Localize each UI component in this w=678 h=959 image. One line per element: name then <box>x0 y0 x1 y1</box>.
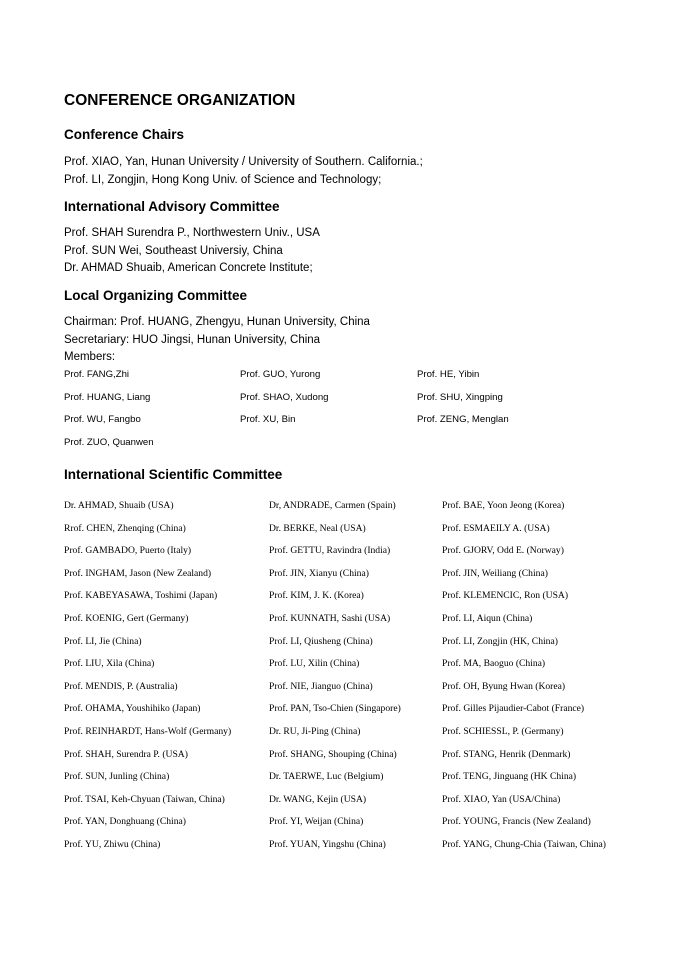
scientific-member: Prof. KUNNATH, Sashi (USA) <box>269 613 391 624</box>
local-member: Prof. HUANG, Liang <box>64 392 151 403</box>
scientific-member: Prof. YU, Zhiwu (China) <box>64 839 161 850</box>
local-secretary: Secretariary: HUO Jingsi, Hunan University, China <box>64 333 321 346</box>
page-title: CONFERENCE ORGANIZATION <box>64 92 296 109</box>
chairs-list <box>64 154 423 189</box>
scientific-member: Prof. STANG, Henrik (Denmark) <box>442 749 571 760</box>
scientific-member: Dr. WANG, Kejin (USA) <box>269 794 367 805</box>
scientific-member: Prof. JIN, Xianyu (China) <box>269 568 369 579</box>
local-member: Prof. WU, Fangbo <box>64 414 141 425</box>
local-member: Prof. GUO, Yurong <box>240 369 321 380</box>
chair-line: Prof. LI, Zongjin, Hong Kong Univ. of Science and Technology; <box>64 173 382 186</box>
scientific-member: Prof. GJORV, Odd E. (Norway) <box>442 545 564 556</box>
local-chairman: Chairman: Prof. HUANG, Zhengyu, Hunan University, China <box>64 316 370 328</box>
scientific-member: Prof. SHAH, Surendra P. (USA) <box>64 749 188 760</box>
local-members-label: Members: <box>64 351 116 363</box>
advisory-line: Dr. AHMAD Shuaib, American Concrete Institute; <box>64 262 313 274</box>
scientific-member: Prof. Gilles Pijaudier-Cabot (France) <box>442 703 585 714</box>
scientific-member: Prof. KIM, J. K. (Korea) <box>269 590 364 601</box>
scientific-member: Prof. PAN, Tso-Chien (Singapore) <box>269 703 401 714</box>
chair-line: Prof. XIAO, Yan, Hunan University / University of Southern. California.; <box>64 156 423 168</box>
scientific-member: Prof. REINHARDT, Hans-Wolf (Germany) <box>64 726 232 737</box>
section-heading-chairs: Conference Chairs <box>64 127 185 142</box>
scientific-member: Dr, ANDRADE, Carmen (Spain) <box>269 500 396 511</box>
scientific-member: Prof. SUN, Junling (China) <box>64 771 170 782</box>
scientific-member: Prof. LI, Zongjin (HK, China) <box>442 636 558 647</box>
scientific-member: Prof. MENDIS, P. (Australia) <box>64 681 178 692</box>
scientific-member: Prof. TENG, Jinguang (HK China) <box>442 771 577 782</box>
local-member: Prof. SHU, Xingping <box>417 392 503 403</box>
advisory-line: Prof. SHAH Surendra P., Northwestern Univ., USA <box>64 227 320 239</box>
scientific-member: Prof. YI, Weijan (China) <box>269 816 364 827</box>
scientific-member: Dr. TAERWE, Luc (Belgium) <box>269 771 384 782</box>
scientific-member: Dr. AHMAD, Shuaib (USA) <box>64 500 174 511</box>
local-member: Prof. FANG,Zhi <box>64 369 130 380</box>
scientific-member: Prof. GETTU, Ravindra (India) <box>269 545 391 556</box>
scientific-member: Prof. KOENIG, Gert (Germany) <box>64 613 189 624</box>
scientific-member: Prof. SCHIESSL, P. (Germany) <box>442 726 564 737</box>
local-member: Prof. SHAO, Xudong <box>240 392 329 403</box>
local-member: Prof. HE, Yibin <box>417 369 480 380</box>
scientific-member: Prof. OH, Byung Hwan (Korea) <box>442 681 566 692</box>
scientific-member: Prof. LI, Qiusheng (China) <box>269 636 373 647</box>
scientific-member: Prof. XIAO, Yan (USA/China) <box>442 794 561 805</box>
scientific-member: Prof. OHAMA, Youshihiko (Japan) <box>64 703 201 714</box>
scientific-member: Prof. JIN, Weiliang (China) <box>442 568 548 579</box>
scientific-member: Prof. KABEYASAWA, Toshimi (Japan) <box>64 590 218 601</box>
local-member: Prof. ZENG, Menglan <box>417 414 509 425</box>
scientific-member: Prof. GAMBADO, Puerto (Italy) <box>64 545 192 556</box>
scientific-member: Prof. YANG, Chung-Chia (Taiwan, China) <box>442 839 606 850</box>
local-member: Prof. ZUO, Quanwen <box>64 437 154 448</box>
advisory-list <box>64 225 320 278</box>
scientific-member: Prof. NIE, Jianguo (China) <box>269 681 373 692</box>
scientific-member: Prof. TSAI, Keh-Chyuan (Taiwan, China) <box>64 794 225 805</box>
scientific-member: Dr. BERKE, Neal (USA) <box>269 523 366 534</box>
scientific-member: Prof. LU, Xilin (China) <box>269 658 360 669</box>
scientific-member: Prof. INGHAM, Jason (New Zealand) <box>64 568 212 579</box>
scientific-member: Dr. RU, Ji-Ping (China) <box>269 726 361 737</box>
scientific-member: Prof. YOUNG, Francis (New Zealand) <box>442 816 591 827</box>
scientific-member: Prof. YAN, Donghuang (China) <box>64 816 186 827</box>
scientific-member: Rrof. CHEN, Zhenqing (China) <box>64 523 186 534</box>
local-member: Prof. XU, Bin <box>240 414 296 425</box>
local-info <box>64 314 370 367</box>
section-heading-advisory: International Advisory Committee <box>64 199 280 214</box>
scientific-member: Prof. LI, Aiqun (China) <box>442 613 533 624</box>
advisory-line: Prof. SUN Wei, Southeast Universiy, China <box>64 244 283 257</box>
section-heading-scientific: International Scientific Committee <box>64 467 283 482</box>
scientific-member: Prof. ESMAEILY A. (USA) <box>442 523 550 534</box>
scientific-member: Prof. KLEMENCIC, Ron (USA) <box>442 590 569 601</box>
scientific-member: Prof. BAE, Yoon Jeong (Korea) <box>442 500 565 511</box>
scientific-member: Prof. SHANG, Shouping (China) <box>269 749 397 760</box>
scientific-member: Prof. LI, Jie (China) <box>64 636 142 647</box>
scientific-member: Prof. LIU, Xila (China) <box>64 658 155 669</box>
scientific-member: Prof. YUAN, Yingshu (China) <box>269 839 386 850</box>
section-heading-local: Local Organizing Committee <box>64 288 248 303</box>
scientific-member: Prof. MA, Baoguo (China) <box>442 658 546 669</box>
